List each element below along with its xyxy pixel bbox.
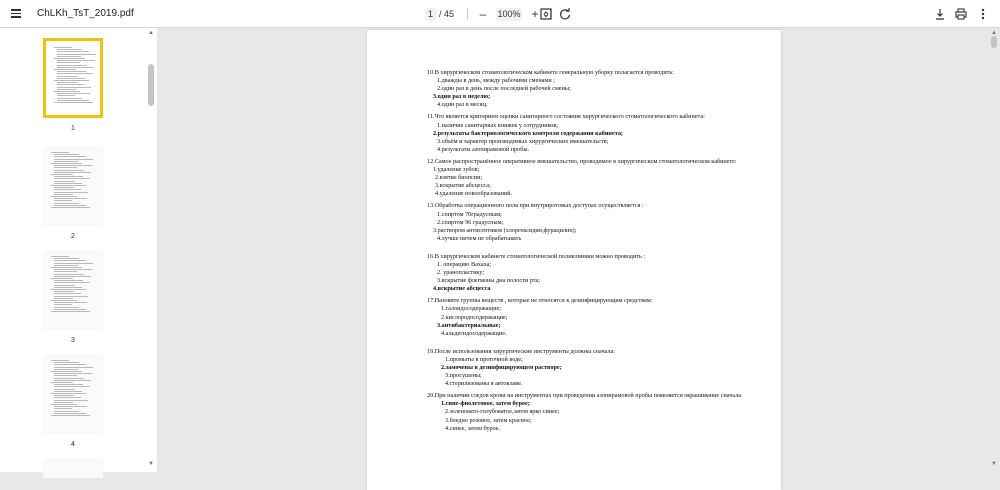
question-block — [427, 69, 767, 109]
rotate-icon[interactable] — [558, 7, 572, 21]
thumbnail-text-line — [54, 285, 75, 286]
question-block — [427, 348, 767, 388]
page-thumbnail[interactable] — [43, 146, 103, 226]
thumbnail-text-line — [54, 80, 89, 81]
correct-answer-option: 2.результаты бактериологического контроля содержания кабинета; — [433, 129, 623, 137]
answer-option: 2.кислородосодержащие; — [441, 313, 508, 321]
thumbnail-text-line — [54, 167, 77, 168]
thumbnail-text-line — [54, 309, 86, 310]
question-text: 13.Обработка операционного поля при внутриротовых доступах осуществляется : — [427, 202, 644, 210]
thumbnail-text-line — [54, 165, 92, 166]
thumbnail-text-line — [54, 406, 87, 407]
answer-option: 2.один раз в день после последней рабочей смены; — [437, 85, 571, 93]
zoom-out-button[interactable]: – — [479, 7, 487, 21]
scroll-down-icon[interactable]: ▼ — [991, 461, 997, 467]
question-block — [427, 253, 767, 293]
thumbnail-text-line — [54, 154, 79, 155]
thumbnail-text-line — [57, 67, 94, 68]
correct-answer-option: 1.сине-фиолетовое, затем бурое; — [441, 400, 530, 408]
thumbnail-text-line — [51, 300, 77, 301]
thumbnail-text-line — [54, 194, 73, 195]
answer-option: 1.удаление зубов; — [433, 166, 480, 174]
answer-option: 2.зеленовато-голубоватое,затем ярко синее; — [445, 408, 560, 416]
thumbnail-text-line — [51, 256, 69, 257]
correct-answer-option: 3.антибактериальные; — [437, 321, 501, 329]
pdf-toolbar — [0, 0, 1000, 28]
thumbnail-text-line — [57, 84, 84, 85]
correct-answer-option: 3.один раз в неделю; — [433, 93, 491, 101]
main-scrollbar[interactable] — [991, 36, 997, 48]
thumbnail-text-line — [54, 181, 75, 182]
answer-option: 1.наличие санитарных книжек у сотрудников; — [437, 121, 558, 129]
thumbnail-text-line — [54, 189, 81, 190]
thumbnail-text-line — [54, 271, 77, 272]
thumbnail-text-line — [57, 60, 95, 61]
thumbnail-text-line — [57, 100, 89, 101]
answer-option: 4.удаление новообразований. — [435, 190, 513, 198]
thumbnail-text-line — [54, 378, 84, 379]
thumbnail-text-line — [54, 293, 81, 294]
thumbnail-text-line — [54, 397, 81, 398]
thumbnail-text-line — [54, 265, 78, 266]
pdf-page — [367, 30, 781, 490]
thumbnail-text-line — [54, 413, 86, 414]
answer-option: 4.альдегидосодержащие. — [441, 329, 507, 337]
answer-option: 4.результаты азопирамовой пробы. — [437, 145, 530, 153]
question-block — [427, 392, 767, 432]
thumbnail-text-line — [54, 291, 74, 292]
page-thumbnail[interactable] — [43, 458, 103, 478]
page-thumbnail[interactable] — [43, 38, 103, 118]
thumbnail-text-line — [51, 289, 86, 290]
answer-option: 4.синее, затем бурое. — [445, 424, 501, 432]
thumbnail-text-line — [54, 205, 86, 206]
thumbnail-text-line — [54, 176, 83, 177]
thumbnail-text-line — [54, 159, 93, 160]
thumbnail-text-line — [57, 73, 93, 74]
thumbnail-text-line — [51, 185, 86, 186]
thumbnail-text-line — [54, 298, 73, 299]
question-text: 16.В хирургическом кабинете стоматологической поликлиники можно проводить : — [427, 252, 646, 260]
thumbnail-text-line — [57, 51, 89, 52]
thumbnail-text-line — [57, 49, 82, 50]
page-number-input[interactable]: 1 — [425, 8, 436, 21]
answer-option: 1.галоидосодержащие; — [441, 305, 502, 313]
scroll-down-icon[interactable]: ▼ — [148, 461, 154, 467]
thumbnail-text-line — [54, 364, 86, 365]
thumbnail-text-line — [54, 203, 79, 204]
thumbnail-text-line — [54, 192, 88, 193]
thumbnail-text-line — [54, 58, 85, 59]
thumbnail-text-line — [51, 152, 69, 153]
thumbnail-text-line — [51, 371, 82, 372]
thumbnail-text-line — [57, 62, 80, 63]
thumbnail-text-line — [54, 47, 72, 48]
thumbnail-text-line — [54, 362, 79, 363]
thumbnail-text-line — [57, 54, 96, 55]
thumbnail-text-line — [54, 386, 90, 387]
sidebar-scrollbar[interactable] — [148, 64, 154, 106]
thumbnail-page-number: 3 — [71, 337, 75, 344]
thumbnail-text-line — [54, 183, 82, 184]
thumbnail-text-line — [54, 178, 90, 179]
question-text: 12.Самое распространённое оперативное вмешательство, проводимое в хирургическом стоматологическом кабинете: — [427, 157, 737, 165]
question-text: 17.Назовите группы веществ , которые не относятся к дезинфицирующим средствам: — [427, 297, 653, 305]
thumbnail-text-line — [54, 172, 91, 173]
thumbnail-text-line — [57, 76, 78, 77]
divider — [467, 8, 468, 20]
download-icon[interactable] — [933, 7, 947, 21]
thumbnail-text-line — [54, 156, 86, 157]
thumbnail-text-line — [51, 360, 69, 361]
thumbnail-sidebar[interactable] — [0, 28, 157, 472]
page-thumbnail[interactable] — [43, 354, 103, 434]
hamburger-icon[interactable] — [9, 7, 23, 21]
thumbnail-text-line — [57, 89, 76, 90]
thumbnail-text-line — [54, 369, 78, 370]
answer-option: 3.бледно розовое, затем красное; — [445, 416, 532, 424]
answer-option: 2.спиртом 96 градусным; — [437, 218, 504, 226]
thumbnail-page-number: 1 — [71, 125, 75, 132]
thumbnail-text-line — [54, 395, 74, 396]
answer-option: 3.просушены; — [445, 372, 482, 380]
thumbnail-text-line — [51, 163, 82, 164]
thumbnail-text-line — [51, 267, 82, 268]
thumbnail-text-line — [54, 274, 84, 275]
answer-option: 3.вскрытие абсцесса; — [435, 182, 491, 190]
thumbnail-text-line — [54, 276, 91, 277]
page-thumbnail[interactable] — [43, 250, 103, 330]
question-block — [427, 158, 767, 198]
answer-option: 4.стерилизованы в автоклаве. — [445, 380, 523, 388]
thumbnail-text-line — [54, 402, 73, 403]
thumbnail-text-line — [54, 304, 72, 305]
question-block — [427, 113, 767, 153]
thumbnail-text-line — [54, 408, 72, 409]
thumbnail-text-line — [51, 382, 73, 383]
answer-option: 4.один раз в месяц. — [437, 101, 488, 109]
thumbnail-text-line — [54, 280, 83, 281]
more-vert-icon[interactable] — [976, 7, 990, 21]
thumbnail-text-line — [54, 373, 92, 374]
answer-option: 1.промыты в проточной воде; — [445, 355, 523, 363]
thumbnail-text-line — [57, 93, 90, 94]
thumbnail-text-line — [54, 161, 78, 162]
thumbnail-text-line — [54, 307, 79, 308]
thumbnail-text-line — [54, 282, 90, 283]
thumbnail-text-line — [54, 384, 83, 385]
question-text: 11.Что является критерием оценки санитарного состояния хирургического стоматологического кабинета: — [427, 113, 705, 121]
thumbnail-text-line — [54, 260, 86, 261]
thumbnail-text-line — [57, 56, 81, 57]
page-total: / 45 — [439, 9, 455, 19]
thumbnail-text-line — [54, 400, 88, 401]
answer-option: 3.объём и характер производимых хирургических вмешательств; — [437, 137, 609, 145]
thumbnail-text-line — [54, 269, 92, 270]
thumbnail-text-line — [51, 415, 90, 416]
thumbnail-text-line — [54, 287, 82, 288]
thumbnail-text-line — [54, 375, 77, 376]
thumbnail-text-line — [51, 207, 90, 208]
thumbnail-text-line — [57, 98, 82, 99]
thumbnail-text-line — [51, 393, 86, 394]
fit-page-icon[interactable] — [539, 7, 553, 21]
thumbnail-text-line — [51, 174, 73, 175]
print-icon[interactable] — [954, 7, 968, 21]
thumbnail-text-line — [51, 278, 73, 279]
thumbnail-text-line — [54, 91, 80, 92]
thumbnail-text-line — [51, 311, 90, 312]
answer-option: 1.дважды в день, между рабочими сменами ; — [437, 77, 555, 85]
thumbnail-text-line — [54, 102, 93, 103]
correct-answer-option: 4.вскрытие абсцесса — [433, 285, 491, 293]
thumbnail-text-line — [57, 87, 91, 88]
thumbnail-text-line — [54, 302, 87, 303]
answer-option: 1.спиртом 70градусным; — [437, 210, 502, 218]
question-text: 20.При наличии следов крови на инструментах при проведении азопирамовой пробы появляется окрашивание сначала — [427, 392, 742, 400]
answer-option: 4.лучше ничем не обрабатывать — [437, 234, 522, 242]
thumbnail-text-line — [54, 391, 82, 392]
thumbnail-text-line — [54, 411, 79, 412]
thumbnail-text-line — [54, 170, 84, 171]
thumbnail-text-line — [54, 263, 93, 264]
thumbnail-text-line — [57, 65, 87, 66]
question-text: 19.После использования хирургические инструменты должны сначала: — [427, 347, 615, 355]
scroll-up-icon[interactable]: ▲ — [148, 30, 154, 36]
question-block — [427, 297, 767, 337]
thumbnail-text-line — [51, 404, 77, 405]
document-title: ChLKh_TsT_2019.pdf — [37, 8, 134, 19]
answer-option: 3.вскрытие флегмоны дна полости рта; — [437, 277, 540, 285]
thumbnail-page-number: 2 — [71, 233, 75, 240]
answer-option: 3.раствором антисептиков (хлоргексидин,фурацилин); — [433, 226, 577, 234]
correct-answer-option: 2.замочены в дезинфицирующем растворе; — [441, 364, 562, 371]
thumbnail-text-line — [54, 296, 88, 297]
thumbnail-text-line — [54, 258, 79, 259]
thumbnail-text-line — [54, 187, 74, 188]
thumbnail-page-number: 4 — [71, 441, 75, 448]
thumbnail-text-line — [57, 71, 86, 72]
thumbnail-text-line — [57, 82, 77, 83]
question-block — [427, 202, 767, 242]
zoom-level-input[interactable]: 100% — [497, 8, 521, 19]
thumbnail-text-line — [54, 200, 72, 201]
thumbnail-text-line — [51, 196, 77, 197]
thumbnail-text-line — [57, 95, 75, 96]
thumbnail-text-line — [54, 367, 93, 368]
answer-option: 1. операцию Вахаха; — [437, 260, 492, 268]
thumbnail-text-line — [54, 380, 91, 381]
scroll-up-icon[interactable]: ▲ — [991, 30, 997, 36]
thumbnail-text-line — [54, 198, 87, 199]
answer-option: 2. уранопластику; — [437, 269, 485, 277]
answer-option: 2.взятие биопсии; — [435, 174, 483, 182]
zoom-in-button[interactable]: + — [531, 7, 539, 21]
question-text: 10.В хирургическом стоматологическом кабинете генеральную уборку полагается проводить: — [427, 69, 674, 76]
thumbnail-text-line — [57, 78, 85, 79]
thumbnail-text-line — [54, 69, 76, 70]
thumbnail-text-line — [54, 389, 75, 390]
page-content — [427, 69, 767, 437]
